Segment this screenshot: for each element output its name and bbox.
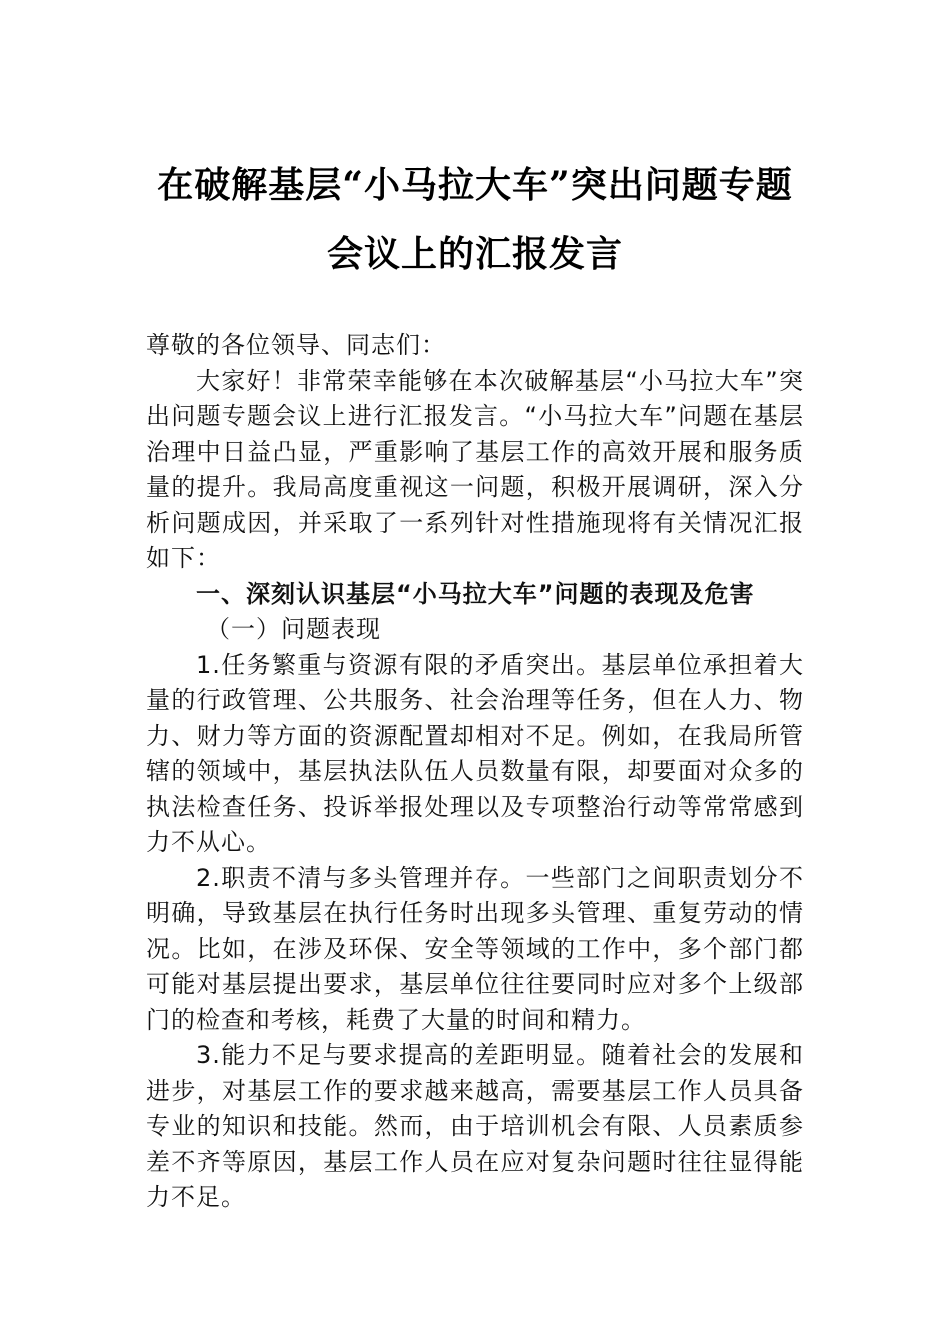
item-paragraph-1: 1.任务繁重与资源有限的矛盾突出。基层单位承担着大量的行政管理、公共服务、社会治理等任务，但在人力、物力、财力等方面的资源配置却相对不足。例如，在我局所管辖的领域中，基层执法队伍人员数量有限，却要面对众多的执法检查任务、投诉举报处理以及专项整治行动等常常感到力不从心。 — [146, 650, 804, 856]
subsection-heading-1: （一）问题表现 — [206, 615, 381, 643]
document-title-line-1: 在破解基层“小马拉大车”突出问题专题 — [157, 164, 793, 206]
document-title-line-2: 会议上的汇报发言 — [326, 233, 623, 275]
section-heading-1: 一、深刻认识基层“小马拉大车”问题的表现及危害 — [196, 579, 755, 608]
item-paragraph-3: 3.能力不足与要求提高的差距明显。随着社会的发展和进步，对基层工作的要求越来越高，需要基层工作人员具备专业的知识和技能。然而，由于培训机会有限、人员素质参差不齐等原因，基层工作人员在应对复杂问题时往往显得能力不足。 — [146, 1041, 804, 1211]
salutation: 尊敬的各位领导、同志们： — [146, 331, 446, 359]
document-body — [146, 328, 804, 1216]
intro-paragraph: 大家好！非常荣幸能够在本次破解基层“小马拉大车”突出问题专题会议上进行汇报发言。“小马拉大车”问题在基层治理中日益凸显，严重影响了基层工作的高效开展和服务质量的提升。我局高度重视这一问题，积极开展调研，深入分析问题成因，并采取了一系列针对性措施现将有关情况汇报如下： — [146, 366, 804, 572]
item-paragraph-2: 2.职责不清与多头管理并存。一些部门之间职责划分不明确，导致基层在执行任务时出现多头管理、重复劳动的情况。比如，在涉及环保、安全等领域的工作中，多个部门都可能对基层提出要求，基层单位往往要同时应对多个上级部门的检查和考核，耗费了大量的时间和精力。 — [146, 863, 804, 1034]
